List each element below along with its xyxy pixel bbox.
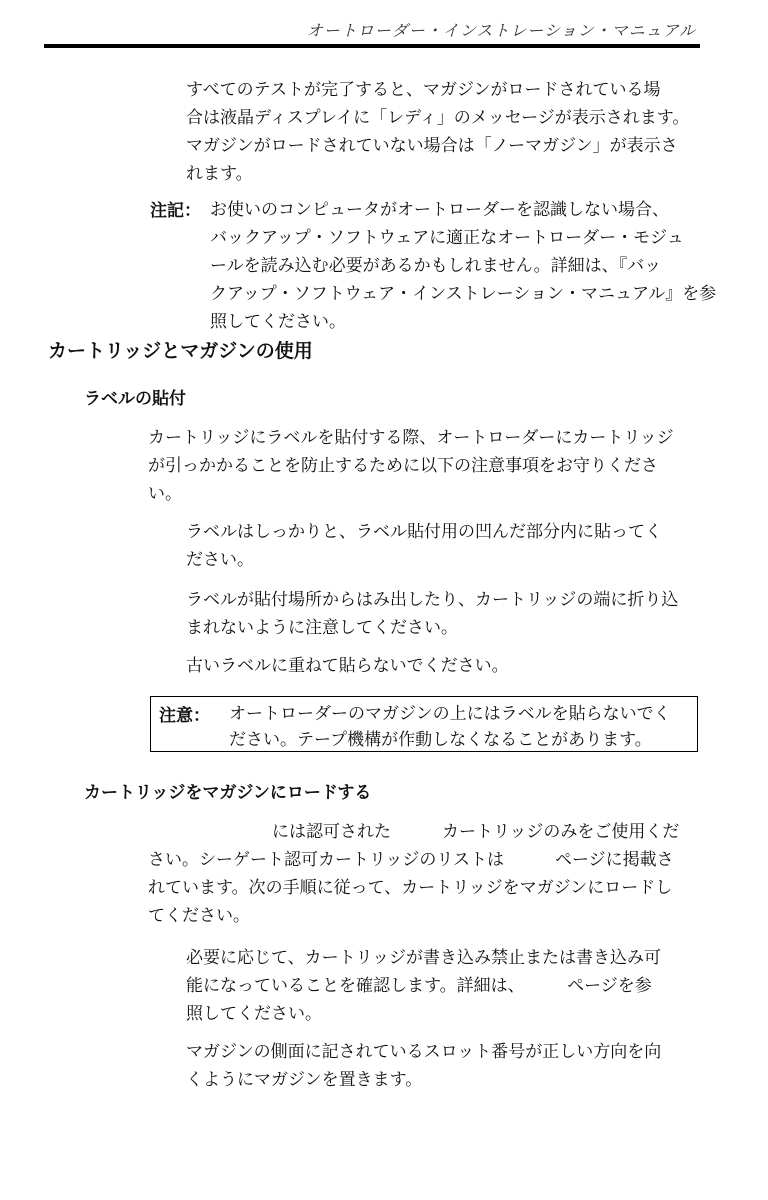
text-line: ールを読み込む必要があるかもしれません。詳細は、『バッ — [210, 256, 662, 276]
text-line: れます。 — [186, 164, 253, 184]
text-line: ラベルはしっかりと、ラベル貼付用の凹んだ部分内に貼ってく — [186, 522, 662, 542]
text-line: くようにマガジンを置きます。 — [186, 1070, 423, 1090]
text-line: カートリッジにラベルを貼付する際、オートローダーにカートリッジ — [148, 428, 674, 448]
caution-box — [150, 696, 698, 752]
text-line: 古いラベルに重ねて貼らないでください。 — [186, 656, 509, 676]
text-line: さい。シーゲート認可カートリッジのリストは ページに掲載さ — [148, 850, 674, 870]
labels-intro-paragraph — [148, 424, 674, 508]
text-line: には認可された カートリッジのみをご使用くだ — [272, 822, 680, 842]
text-line: ださい。テープ機構が作動しなくなることがあります。 — [229, 730, 652, 750]
text-line: 合は液晶ディスプレイに「レディ」のメッセージが表示されます。 — [186, 108, 690, 128]
intro-paragraph — [186, 76, 689, 188]
loading-step — [186, 1038, 661, 1094]
note-text — [210, 196, 716, 336]
text-line: お使いのコンピュータがオートローダーを認識しない場合、 — [210, 200, 669, 220]
text-line: れています。次の手順に従って、カートリッジをマガジンにロードし — [148, 878, 673, 898]
labels-item — [186, 652, 509, 680]
text-line: てください。 — [148, 906, 250, 926]
caution-text — [229, 701, 695, 753]
text-line: 照してください。 — [210, 312, 346, 332]
loading-intro-paragraph — [148, 818, 679, 930]
running-header: オートローダー・インストレーション・マニュアル — [306, 21, 696, 40]
text-line: まれないように注意してください。 — [186, 618, 458, 638]
labels-item — [186, 518, 662, 574]
section-heading: カートリッジとマガジンの使用 — [48, 340, 313, 362]
labels-item — [186, 586, 678, 642]
subsection-heading-labels: ラベルの貼付 — [84, 389, 186, 409]
text-line: バックアップ・ソフトウェアに適正なオートローダー・モジュ — [210, 228, 684, 248]
note-label: 注記： — [150, 201, 201, 221]
loading-step — [186, 944, 661, 1028]
header-rule — [44, 44, 700, 48]
text-line: ださい。 — [186, 550, 254, 570]
text-line: すべてのテストが完了すると、マガジンがロードされている場 — [186, 80, 661, 100]
text-line: 必要に応じて、カートリッジが書き込み禁止または書き込み可 — [186, 948, 661, 968]
text-line: ラベルが貼付場所からはみ出したり、カートリッジの端に折り込 — [186, 590, 679, 610]
text-line: オートローダーのマガジンの上にはラベルを貼らないでく — [229, 704, 671, 724]
caution-label: 注意： — [159, 706, 210, 726]
text-line: 能になっていることを確認します。詳細は、 ページを参 — [186, 976, 652, 996]
text-line: マガジンがロードされていない場合は「ノーマガジン」が表示さ — [186, 136, 678, 156]
text-line: マガジンの側面に記されているスロット番号が正しい方向を向 — [186, 1042, 662, 1062]
text-line: クアップ・ソフトウェア・インストレーション・マニュアル』を参 — [210, 284, 717, 304]
subsection-heading-loading: カートリッジをマガジンにロードする — [84, 783, 372, 803]
text-line: 照してください。 — [186, 1004, 322, 1024]
text-line: い。 — [148, 484, 182, 504]
text-line: が引っかかることを防止するために以下の注意事項をお守りくださ — [148, 456, 658, 476]
